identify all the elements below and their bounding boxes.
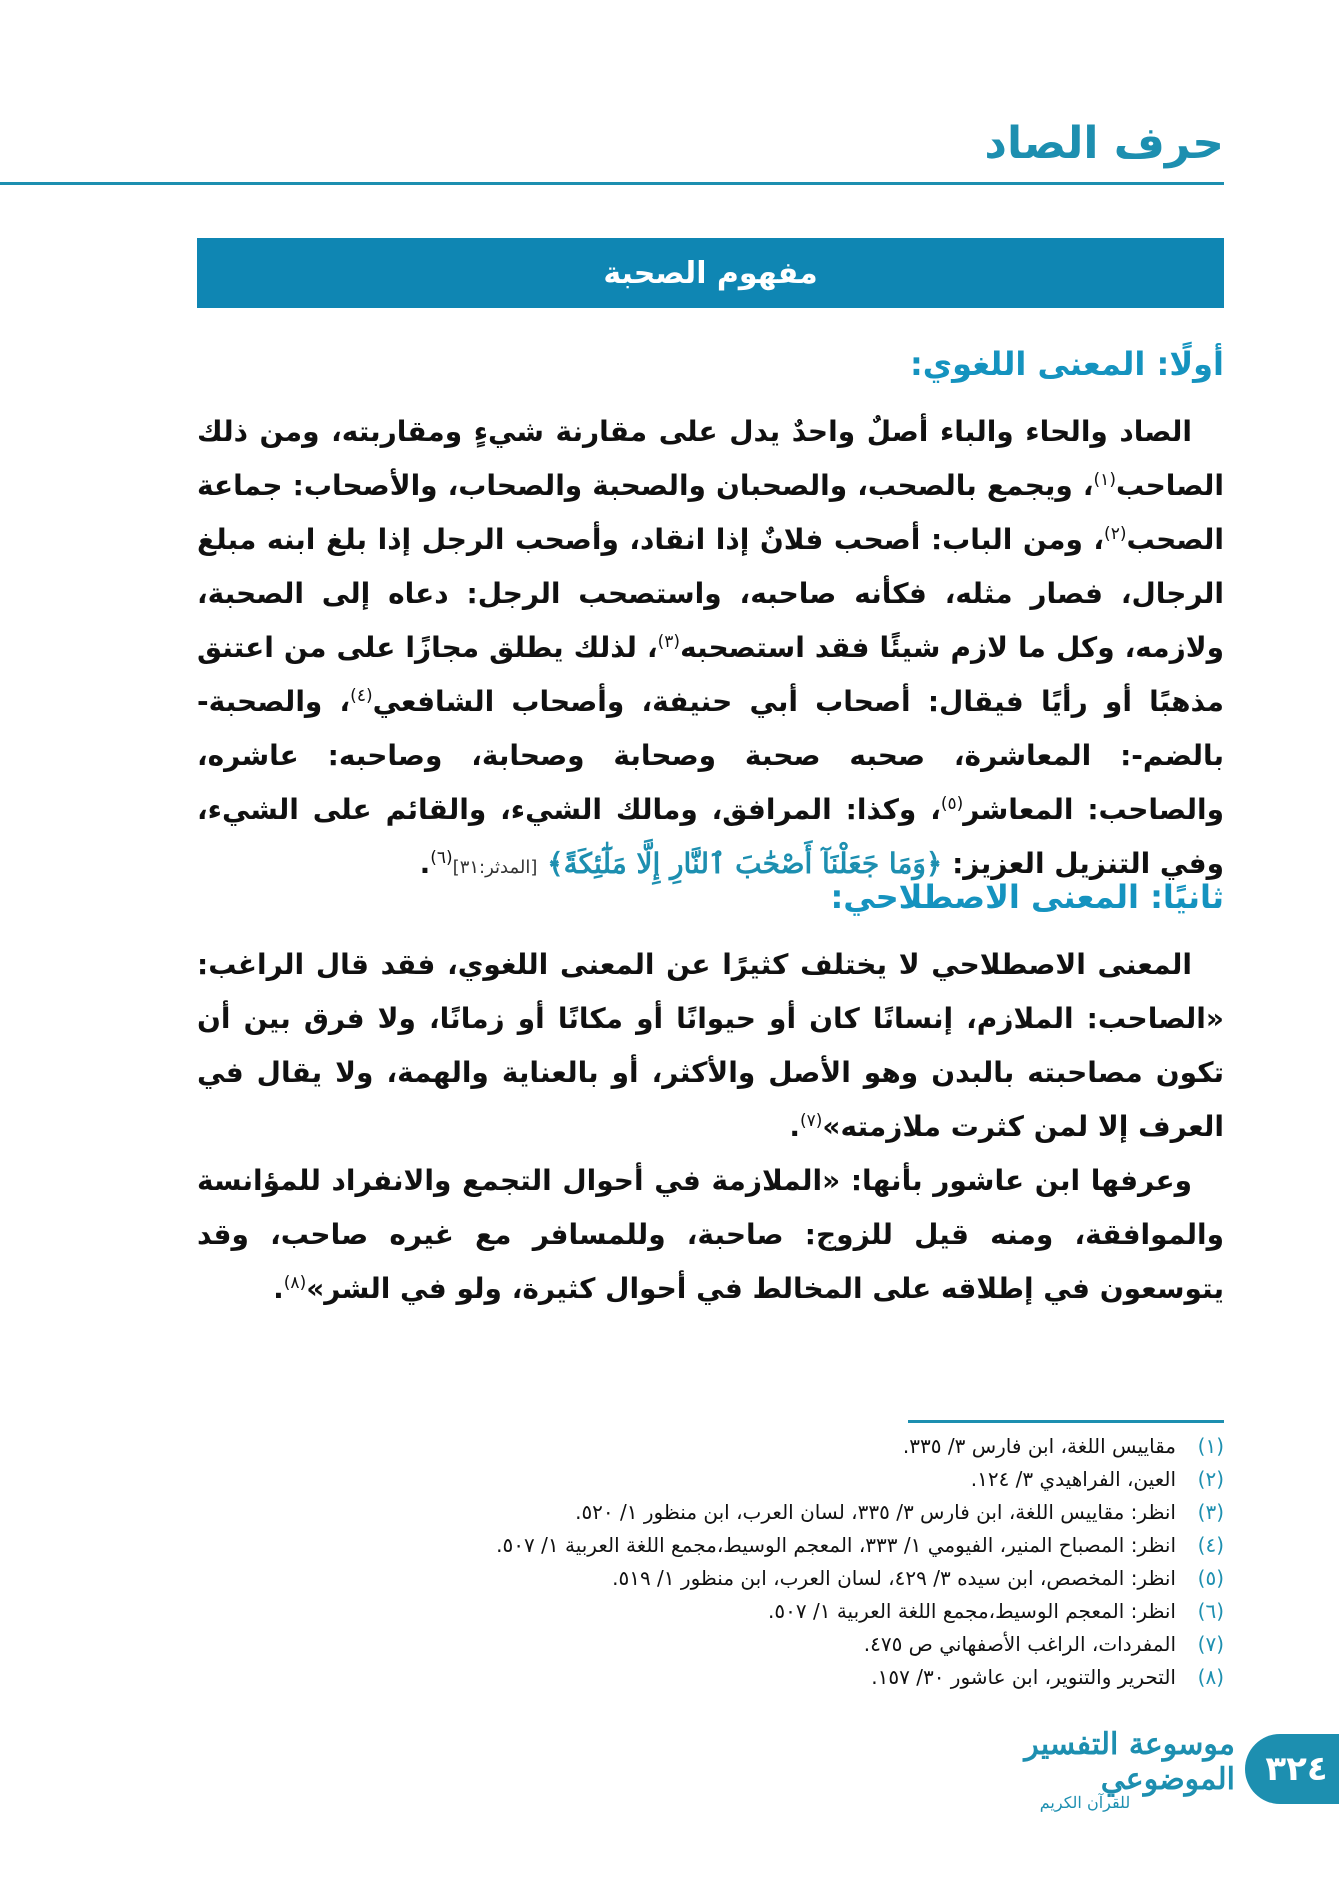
text-segment: ، ويجمع بالصحب، والصحبان والصحبة والصحاب، والأصحاب: جماعة الصحب [197, 469, 1224, 556]
heading-linguistic-meaning: أولًا: المعنى اللغوي: [910, 345, 1224, 383]
footnote-text: مقاييس اللغة، ابن فارس ٣/ ٣٣٥. [902, 1434, 1176, 1458]
section-title-banner [197, 238, 1224, 308]
text-segment: وعرفها ابن عاشور بأنها: «الملازمة في أحوال التجمع والانفراد للمؤانسة والموافقة، ومنه قيل للزوج: صاحبة، وللمسافر مع غيره صاحب، وقد يتوسعون في إطلاقه على المخالط في أحوال كثيرة، ولو في الشر» [197, 1164, 1224, 1305]
footnote-item [197, 1496, 1224, 1529]
footnote-text: انظر: المصباح المنير، الفيومي ١/ ٣٣٣، المعجم الوسيط،مجمع اللغة العربية ١/ ٥٠٧. [496, 1533, 1176, 1557]
footnote-text: التحرير والتنوير، ابن عاشور ٣٠/ ١٥٧. [871, 1665, 1176, 1689]
footnote-ref[interactable]: (٤) [350, 686, 373, 706]
footnote-number: (٢) [1197, 1467, 1224, 1491]
footnote-text: انظر: مقاييس اللغة، ابن فارس ٣/ ٣٣٥، لسان العرب، ابن منظور ١/ ٥٢٠. [575, 1500, 1176, 1524]
footnote-ref[interactable]: (٨) [283, 1273, 307, 1293]
footnote-ref[interactable]: (٥) [940, 794, 964, 814]
footnote-number: (٥) [1197, 1566, 1224, 1590]
footnotes-divider [908, 1420, 1224, 1423]
footnotes-list [197, 1430, 1224, 1694]
footnote-item [197, 1628, 1224, 1661]
footnote-number: (١) [1197, 1434, 1224, 1458]
footnote-ref[interactable]: (١) [1093, 470, 1116, 490]
footnote-number: (٣) [1197, 1500, 1224, 1524]
footnote-item [197, 1430, 1224, 1463]
footnote-number: (٤) [1197, 1533, 1224, 1557]
footnote-item [197, 1463, 1224, 1496]
chapter-title: حرف الصاد [984, 118, 1224, 169]
text-segment: ، والصحبة- بالضم-: المعاشرة، صحبه صحبة وصحابة وصحابة، وصاحبه: عاشره، والصاحب: المعاشر [197, 685, 1224, 826]
footnote-ref[interactable]: (٧) [799, 1111, 823, 1131]
footnote-item [197, 1529, 1224, 1562]
page-number-badge [1245, 1734, 1339, 1804]
text-segment: ، لذلك يطلق مجازًا على من اعتنق مذهبًا أو رأيًا فيقال: أصحاب أبي حنيفة، وأصحاب الشافعي [197, 631, 1224, 718]
footnote-text: العين، الفراهيدي ٣/ ١٢٤. [970, 1467, 1176, 1491]
footnote-ref[interactable]: (٦) [430, 848, 453, 868]
footnote-ref[interactable]: (٢) [1104, 524, 1127, 544]
heading-terminological-meaning: ثانيًا: المعنى الاصطلاحي: [830, 878, 1224, 916]
encyclopedia-logo [935, 1726, 1235, 1812]
text-segment: ، ومن الباب: أصحب فلانٌ إذا انقاد، وأصحب الرجل إذا بلغ ابنه مبلغ الرجال، فصار مثله، فكأنه صاحبه، واستصحب الرجل: دعاه إلى الصحبة، ولازمه، وكل ما لازم شيئًا فقد استصحبه [197, 523, 1224, 664]
text-segment: المعنى الاصطلاحي لا يختلف كثيرًا عن المعنى اللغوي، فقد قال الراغب: «الصاحب: الملازم، إنسانًا كان أو حيوانًا أو مكانًا أو زمانًا، ولا فرق بين أن تكون مصاحبته بالبدن وهو الأصل والأكثر، أو بالعناية والهمة، ولا يقال في العرف إلا لمن كثرت ملازمته» [197, 948, 1224, 1143]
logo-title: موسوعة التفسير الموضوعي [1024, 1726, 1235, 1797]
text-segment: ، وكذا: المرافق، ومالك الشيء، والقائم على الشيء، وفي التنزيل العزيز: [197, 793, 1224, 880]
paragraph-terminological [197, 938, 1224, 1316]
section-title: مفهوم الصحبة [603, 255, 818, 291]
footnote-text: المفردات، الراغب الأصفهاني ص ٤٧٥. [863, 1632, 1176, 1656]
footnote-number: (٦) [1197, 1599, 1224, 1623]
verse-reference: [المدثر:٣١] [452, 857, 538, 878]
text-segment: الصاد والحاء والباء أصلٌ واحدٌ يدل على مقارنة شيءٍ ومقاربته، ومن ذلك الصاحب [197, 415, 1224, 502]
footnote-ref[interactable]: (٣) [657, 632, 681, 652]
page-number: ٣٢٤ [1265, 1749, 1328, 1789]
text-segment: . [419, 847, 431, 880]
quran-verse: ﴿وَمَا جَعَلْنَآ أَصْحَٰبَ ٱلنَّارِ إِلَّا مَلَٰٓئِكَةً﴾ [547, 847, 943, 880]
header-divider [0, 182, 1224, 185]
footnote-item [197, 1562, 1224, 1595]
logo-subtitle: للقرآن الكريم [1039, 1792, 1131, 1812]
footnote-item [197, 1595, 1224, 1628]
paragraph-linguistic [197, 405, 1224, 895]
text-segment: . [789, 1110, 800, 1143]
footnote-text: انظر: المعجم الوسيط،مجمع اللغة العربية ١/ ٥٠٧. [768, 1599, 1176, 1623]
footnote-number: (٧) [1197, 1632, 1224, 1656]
text-segment: . [273, 1272, 284, 1305]
footnote-text: انظر: المخصص، ابن سيده ٣/ ٤٢٩، لسان العرب، ابن منظور ١/ ٥١٩. [612, 1566, 1176, 1590]
footnote-number: (٨) [1197, 1665, 1224, 1689]
footnote-item [197, 1661, 1224, 1694]
